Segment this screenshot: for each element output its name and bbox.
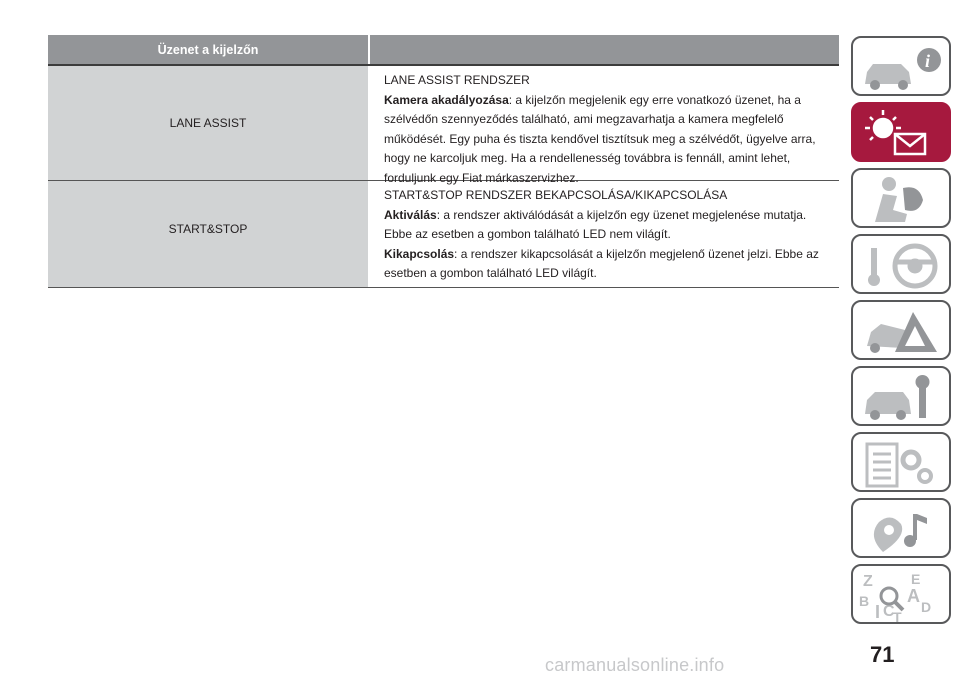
svg-text:E: E — [911, 571, 921, 587]
row-label-cell — [48, 66, 368, 180]
row-label-cell — [48, 181, 368, 287]
car-info-icon — [853, 38, 953, 98]
svg-text:Z: Z — [863, 573, 873, 590]
header-description — [370, 35, 839, 64]
row-text: hogy ne karcoljuk meg. Ha a rendellenesség továbbra is fennáll, amint lehet, — [384, 151, 791, 165]
svg-text:I: I — [875, 602, 881, 622]
warning-light-message-icon — [853, 104, 953, 164]
row-text: : a kijelzőn megjelenik egy erre vonatkozó üzenet, ha a — [508, 92, 801, 107]
tab-car-info[interactable] — [851, 36, 951, 96]
watermark: carmanualsonline.info — [545, 655, 725, 675]
tab-warning-lights-messages[interactable] — [851, 102, 951, 162]
accident-warning-triangle-icon — [853, 302, 953, 362]
key-steering-wheel-icon — [853, 236, 953, 296]
multimedia-icon — [853, 500, 953, 560]
svg-text:i: i — [925, 51, 931, 71]
row-term: Aktiválás — [384, 207, 437, 222]
row-label: LANE ASSIST — [169, 116, 247, 130]
tab-multimedia[interactable] — [851, 498, 951, 558]
row-description — [368, 66, 839, 185]
svg-text:T: T — [893, 609, 902, 625]
row-text: esetben a gombon található LED világít. — [384, 266, 597, 280]
row-text: : a rendszer kikapcsolását a kijelzőn megjelenő üzenet jelzi. Ebbe az — [454, 246, 819, 261]
alphabetical-index-icon — [853, 566, 953, 626]
message-table — [48, 35, 839, 288]
tab-emergency[interactable] — [851, 300, 951, 360]
airbag-seat-icon — [853, 170, 953, 230]
tab-starting-driving[interactable] — [851, 234, 951, 294]
header-display-message: Üzenet a kijelzőn — [48, 35, 368, 64]
table-header — [48, 35, 839, 66]
svg-text:A: A — [907, 586, 920, 606]
page-number: 71 — [870, 642, 895, 667]
row-description — [368, 181, 839, 287]
row-text: szélvédőn szennyeződés található, ami megzavarhatja a kamera megfelelő — [384, 112, 784, 126]
tab-maintenance[interactable] — [851, 366, 951, 426]
table-row — [48, 181, 839, 288]
table-row — [48, 66, 839, 185]
tab-index[interactable] — [851, 564, 951, 624]
row-title: START&STOP RENDSZER BEKAPCSOLÁSA/KIKAPCSOLÁSA — [384, 188, 728, 202]
row-term: Kamera akadályozása — [384, 92, 509, 107]
row-text: : a rendszer aktiválódását a kijelzőn egy üzenet megjelenése mutatja. — [436, 207, 807, 222]
svg-text:B: B — [859, 593, 870, 609]
row-label: START&STOP — [168, 222, 248, 236]
row-text: forduljunk egy Fiat márkaszervizhez. — [384, 170, 579, 185]
svg-text:D: D — [921, 599, 932, 615]
row-text: Ebbe az esetben a gombon található LED nem világít. — [384, 227, 671, 241]
svg-text:C: C — [883, 603, 895, 620]
row-title: LANE ASSIST RENDSZER — [384, 73, 530, 87]
tab-safety[interactable] — [851, 168, 951, 228]
row-term: Kikapcsolás — [384, 246, 455, 261]
car-wrench-icon — [853, 368, 953, 428]
specs-gears-icon — [853, 434, 953, 494]
tab-technical-data[interactable] — [851, 432, 951, 492]
row-text: működését. Egy puha és tiszta kendővel tisztítsuk meg a szélvédőt, ügyelve arra, — [384, 131, 816, 146]
